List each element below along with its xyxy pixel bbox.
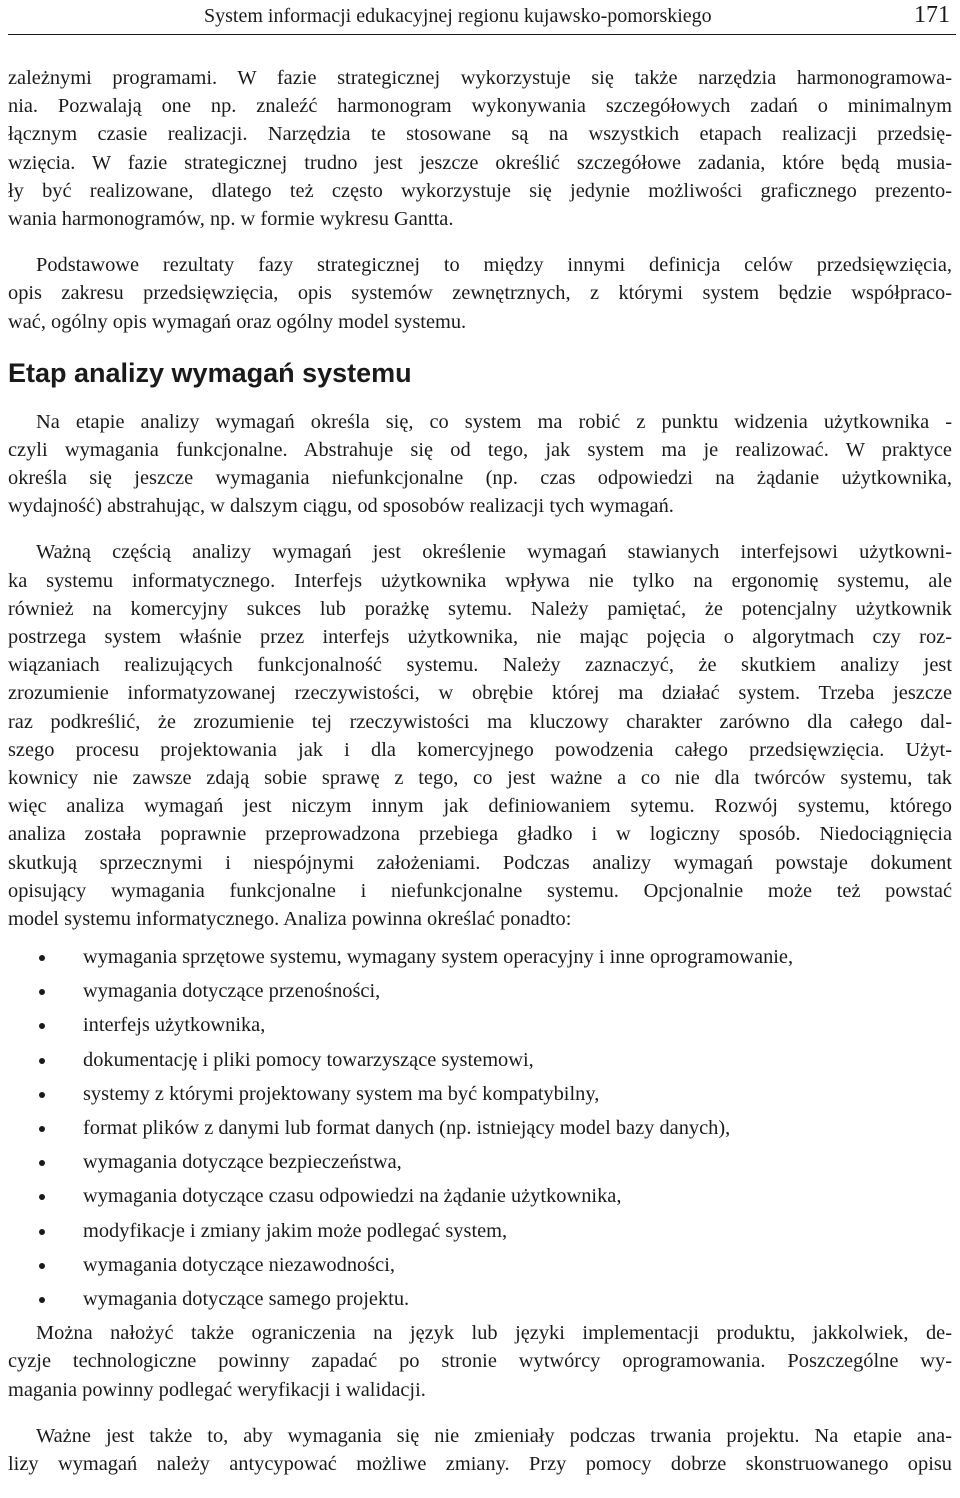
page-number: 171 (914, 2, 950, 28)
list-item: systemy z którymi projektowany system ma być kompatybilny, (8, 1080, 952, 1108)
list-item: wymagania sprzętowe systemu, wymagany system operacyjny i inne oprogramowanie, (8, 943, 952, 971)
requirements-list (8, 943, 952, 1313)
bullet-icon (39, 1160, 45, 1166)
text-line: skutkują sprzecznymi i niespójnymi założeniami. Podczas analizy wymagań powstaje dokument (8, 851, 952, 874)
list-item: interfejs użytkownika, (8, 1011, 952, 1039)
list-item: wymagania dotyczące czasu odpowiedzi na żądanie użytkownika, (8, 1182, 952, 1210)
text-line: Ważne jest także to, aby wymagania się nie zmieniały podczas trwania projektu. Na etapie ana- (36, 1424, 952, 1447)
text-line: określa się jeszcze wymagania niefunkcjonalne (np. czas odpowiedzi na żądanie użytkownika, (8, 467, 952, 490)
bullet-icon (39, 1126, 45, 1132)
paragraph-requirements-analysis (8, 408, 952, 521)
text-line: łącznym czasie realizacji. Narzędzia te stosowane są na wszystkich etapach realizacji przedsię- (8, 123, 952, 146)
paragraph-requirements-stability (8, 1422, 952, 1478)
paragraph-strategic-results (8, 251, 952, 336)
text-line: cyzje technologiczne powinny zapadać po stronie wytwórcy oprogramowania. Poszczególne wy- (8, 1350, 952, 1373)
text-line: magania powinny podlegać weryfikacji i walidacji. (8, 1378, 426, 1401)
text-line: lizy wymagań należy antycypować możliwe zmiany. Przy pomocy dobrze skonstruowanego opisu (8, 1452, 952, 1475)
bullet-icon (39, 1058, 45, 1064)
text-line: zrozumienie informatyzowanej rzeczywistości, w obrębie której ma działać system. Trzeba jeszcze (8, 682, 952, 705)
text-line: raz podkreślić, że zrozumienie tej rzeczywistości ma kluczowy charakter zarówno dla całego dal- (8, 710, 952, 733)
text-line: wzięcia. W fazie strategicznej trudno jest jeszcze określić szczegółowe zadania, które będą musia- (8, 151, 952, 174)
paragraph-gantt (8, 64, 952, 233)
list-item: wymagania dotyczące niezawodności, (8, 1251, 952, 1279)
text-line: Ważną częścią analizy wymagań jest określenie wymagań stawianych interfejsowi użytkowni- (36, 541, 952, 564)
bullet-icon (39, 1194, 45, 1200)
text-line: Można nałożyć także ograniczenia na język lub języki implementacji produktu, jakkolwiek, de- (36, 1322, 952, 1345)
text-line: wać, ogólny opis wymagań oraz ogólny model systemu. (8, 310, 467, 333)
section-heading: Etap analizy wymagań systemu (8, 357, 412, 388)
text-line: również na komercyjny sukces lub porażkę sytemu. Należy pamiętać, że potencjalny użytkownik (8, 597, 952, 620)
text-line: czyli wymagania funkcjonalne. Abstrahuje się od tego, jak system ma je realizować. W praktyce (8, 438, 952, 461)
paragraph-user-interface (8, 538, 952, 933)
header-title: System informacji edukacyjnej regionu kujawsko-pomorskiego (204, 5, 712, 27)
text-line: Na etapie analizy wymagań określa się, co system ma robić z punktu widzenia użytkownika - (36, 410, 952, 433)
text-line: wania harmonogramów, np. w formie wykresu Gantta. (8, 207, 454, 230)
text-line: Podstawowe rezultaty fazy strategicznej to między innymi definicja celów przedsięwzięcia, (36, 254, 952, 277)
bullet-icon (39, 1023, 45, 1029)
list-item: wymagania dotyczące samego projektu. (8, 1285, 952, 1313)
running-header (8, 0, 956, 35)
text-line: ły być realizowane, dlatego też często wykorzystuje się jedynie możliwości graficznego prezento- (8, 179, 952, 202)
text-line: analiza została poprawnie przeprowadzona przebiega gładko i w logiczny sposób. Niedociągnięcia (8, 823, 952, 846)
page-body (8, 64, 952, 1478)
bullet-icon (39, 1263, 45, 1269)
text-line: ka systemu informatycznego. Interfejs użytkownika wpływa nie tylko na ergonomię systemu, ale (8, 569, 952, 592)
text-line: opisujący wymagania funkcjonalne i niefunkcjonalne systemu. Opcjonalnie może też powstać (8, 879, 952, 902)
bullet-icon (39, 955, 45, 961)
list-item: wymagania dotyczące bezpieczeństwa, (8, 1148, 952, 1176)
text-line: model systemu informatycznego. Analiza powinna określać ponadto: (8, 907, 572, 930)
text-line: wydajność) abstrahując, w dalszym ciągu, od sposobów realizacji tych wymagań. (8, 495, 674, 518)
text-line: zależnymi programami. W fazie strategicznej wykorzystuje się także narzędzia harmonogramowa- (8, 67, 952, 89)
text-line: szego procesu projektowania jak i dla komercyjnego powodzenia całego przedsięwzięcia. Użyt- (8, 738, 952, 761)
bullet-icon (39, 1297, 45, 1303)
text-line: wiązaniach realizujących funkcjonalność systemu. Należy zaznaczyć, że skutkiem analizy jest (8, 654, 952, 677)
list-item: dokumentację i pliki pomocy towarzyszące systemowi, (8, 1046, 952, 1074)
paragraph-implementation-constraints (8, 1319, 952, 1404)
list-item: modyfikacje i zmiany jakim może podlegać system, (8, 1217, 952, 1245)
list-item: wymagania dotyczące przenośności, (8, 977, 952, 1005)
text-line: kownicy nie zawsze zdają sobie sprawę z tego, co jest ważne a co nie dla twórców systemu, tak (8, 766, 952, 789)
bullet-icon (39, 989, 45, 995)
bullet-icon (39, 1092, 45, 1098)
text-line: opis zakresu przedsięwzięcia, opis systemów zewnętrznych, z którymi system będzie współpraco- (8, 282, 952, 305)
bullet-icon (39, 1229, 45, 1235)
text-line: nia. Pozwalają one np. znaleźć harmonogram wykonywania szczegółowych zadań o minimalnym (8, 95, 952, 118)
text-line: postrzega system właśnie przez interfejs użytkownika, nie mając pojęcia o algorytmach czy roz- (8, 626, 952, 648)
list-item: format plików z danymi lub format danych (np. istniejący model bazy danych), (8, 1114, 952, 1142)
text-line: więc analiza wymagań jest niczym innym jak definiowaniem sytemu. Rozwój systemu, którego (8, 795, 952, 818)
